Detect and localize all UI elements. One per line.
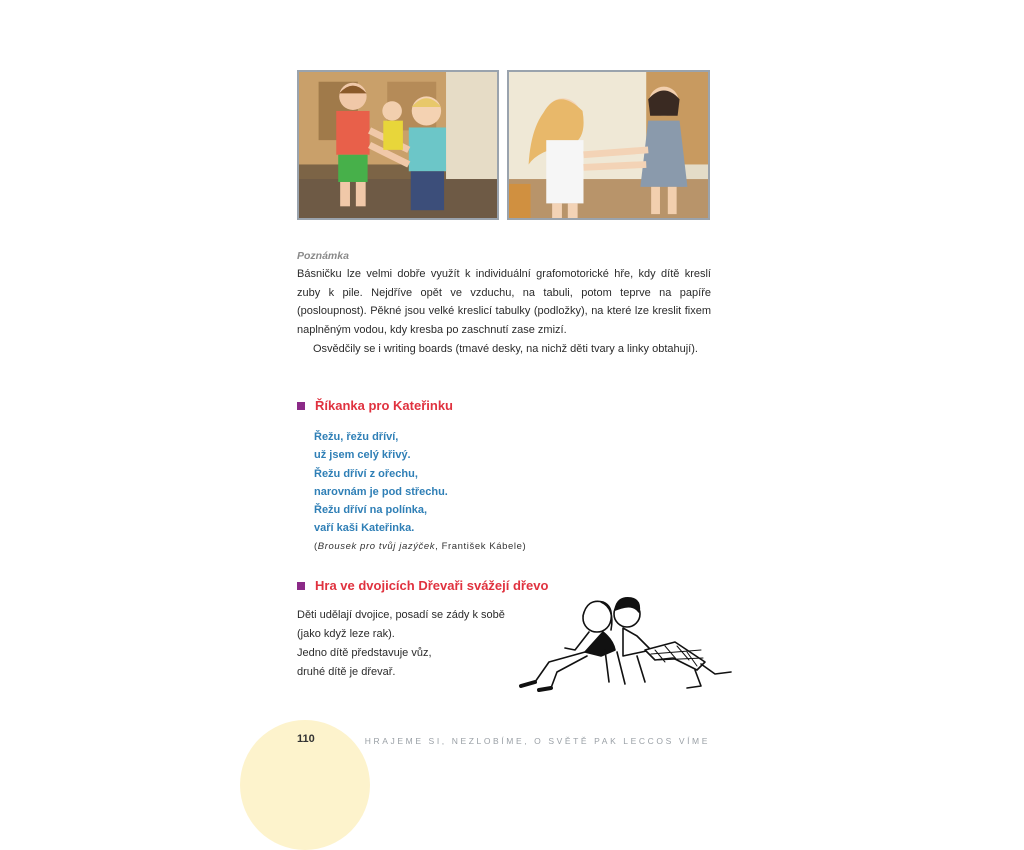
section-title: Říkanka pro Kateřinku [315, 398, 453, 413]
poem-line: narovnám je pod střechu. [314, 485, 448, 498]
poem-line: vaří kaši Kateřinka. [314, 522, 415, 535]
note-paragraph-writing-boards: Osvědčily se i writing boards (tmavé desky, na nichž děti tvary a linky obtahují). [313, 343, 698, 355]
poem-credit [314, 541, 526, 552]
section-title: Hra ve dvojicích Dřevaři svážejí dřevo [315, 578, 549, 593]
instruction-line: (jako když leze rak). [297, 628, 395, 640]
credit-title: Brousek pro tvůj jazýček [317, 541, 436, 552]
square-bullet-icon [297, 402, 305, 410]
photo-girls-holding-hands [507, 70, 710, 220]
poem-line: Řežu dříví na polínka, [314, 504, 428, 517]
square-bullet-icon [297, 582, 305, 590]
credit-author: , František Kábele) [435, 541, 527, 552]
illustration-children-back-to-back [505, 590, 740, 700]
poem-line: Řežu, řežu dříví, [314, 431, 399, 443]
instruction-line: Jedno dítě představuje vůz, [297, 647, 432, 659]
page-number: 110 [297, 733, 315, 745]
section-heading-rikanka [297, 398, 453, 413]
credit-open: ( [314, 541, 318, 552]
instruction-line: Děti udělají dvojice, posadí se zády k sobě [297, 609, 505, 621]
poem [314, 428, 448, 538]
poem-line: už jsem celý křivý. [314, 449, 411, 462]
photo-boys-holding-hands [297, 70, 499, 220]
poem-line: Řežu dříví z ořechu, [314, 467, 418, 480]
running-title: HRAJEME SI, NEZLOBÍME, O SVĚTĚ PAK LECCOS VÍME [364, 736, 710, 746]
game-instructions [297, 606, 505, 682]
note-paragraph: Básničku lze velmi dobře využít k individuální grafomotorické hře, kdy dítě kreslí zuby k pile. Nejdříve opět ve vzduchu, na tabuli, potom teprve na papíře (posloupnost). Pěkné jsou velké kreslicí tabulky (podložky), na které lze kreslit fixem naplněným vodou, kdy kresba po zaschnutí zase zmizí. [297, 268, 711, 336]
instruction-line: druhé dítě je dřevař. [297, 666, 396, 678]
note-label: Poznámka [297, 250, 349, 262]
